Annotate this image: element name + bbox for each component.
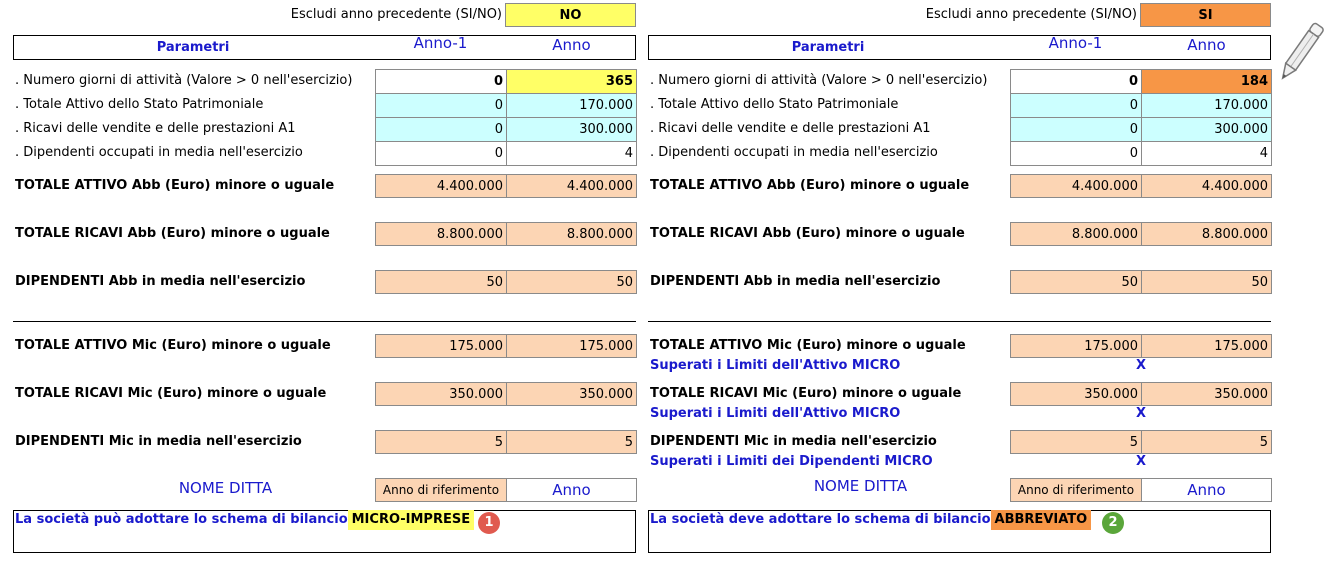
panel-right-result-value: ABBREVIATO — [991, 510, 1092, 530]
panel-left-param-prev-2[interactable]: 0 — [375, 117, 507, 142]
panel-right-param-prev-1[interactable]: 0 — [1010, 93, 1142, 118]
panel-left-mic-curr-2: 5 — [506, 430, 637, 454]
panel-right-mic-label-2: DIPENDENTI Mic in media nell'esercizio — [650, 434, 937, 449]
panel-right-param-label-2: . Ricavi delle vendite e delle prestazioni A1 — [650, 121, 931, 136]
panel-right-abb-label-0: TOTALE ATTIVO Abb (Euro) minore o uguale — [650, 178, 970, 193]
panel-right-abb-label-1: TOTALE RICAVI Abb (Euro) minore o uguale — [650, 226, 965, 241]
panel-right-mic-curr-2: 5 — [1141, 430, 1272, 454]
panel-left-param-curr-3[interactable]: 4 — [506, 141, 637, 166]
panel-right-mic-warning-2: Superati i Limiti dei Dipendenti MICRO — [650, 454, 933, 469]
panel-left-abb-label-1: TOTALE RICAVI Abb (Euro) minore o uguale — [15, 226, 330, 241]
panel-left-param-curr-2[interactable]: 300.000 — [506, 117, 637, 142]
panel-left-abb-label-0: TOTALE ATTIVO Abb (Euro) minore o uguale — [15, 178, 335, 193]
panel-right-company-name: NOME DITTA — [813, 477, 908, 495]
panel-left-exclude-label: Escludi anno precedente (SI/NO) — [290, 7, 502, 22]
panel-right-param-prev-3[interactable]: 0 — [1010, 141, 1142, 166]
panel-left-abb-curr-0: 4.400.000 — [506, 174, 637, 198]
panel-right-param-curr-2[interactable]: 300.000 — [1141, 117, 1272, 142]
panel-right-mic-prev-2: 5 — [1010, 430, 1142, 454]
panel-right-abb-curr-2: 50 — [1141, 270, 1272, 294]
panel-left-col-header-curr: Anno — [552, 36, 591, 54]
panel-left-params-title: Parametri — [156, 40, 230, 55]
panel-left-param-label-0: . Numero giorni di attività (Valore > 0 nell'esercizio) — [15, 73, 353, 88]
panel-left-exclude-toggle[interactable]: NO — [505, 3, 636, 27]
panel-right-exclude-label: Escludi anno precedente (SI/NO) — [925, 7, 1137, 22]
panel-left-step-badge: 1 — [478, 512, 500, 534]
panel-right-mic-label-0: TOTALE ATTIVO Mic (Euro) minore o uguale — [650, 338, 966, 353]
panel-right-divider — [648, 321, 1271, 322]
panel-left-result-text: La società può adottare lo schema di bilancio — [15, 512, 348, 527]
panel-left-ref-year-value[interactable]: Anno — [506, 478, 637, 502]
panel-right-abb-prev-2: 50 — [1010, 270, 1142, 294]
panel-left-mic-label-2: DIPENDENTI Mic in media nell'esercizio — [15, 434, 302, 449]
panel-right-abb-curr-1: 8.800.000 — [1141, 222, 1272, 246]
panel-left-mic-label-0: TOTALE ATTIVO Mic (Euro) minore o uguale — [15, 338, 331, 353]
panel-left-mic-curr-1: 350.000 — [506, 382, 637, 406]
panel-left-abb-prev-0: 4.400.000 — [375, 174, 507, 198]
panel-left-param-label-1: . Totale Attivo dello Stato Patrimoniale — [15, 97, 264, 112]
panel-right-col-header-curr: Anno — [1187, 36, 1226, 54]
panel-right-step-badge: 2 — [1102, 512, 1124, 534]
panel-left-mic-prev-0: 175.000 — [375, 334, 507, 358]
panel-right-param-label-1: . Totale Attivo dello Stato Patrimoniale — [650, 97, 899, 112]
pencil-icon[interactable] — [1278, 16, 1324, 88]
panel-left-param-curr-1[interactable]: 170.000 — [506, 93, 637, 118]
panel-right-mic-curr-1: 350.000 — [1141, 382, 1272, 406]
panel-right-mic-warning-mark-0: X — [1135, 358, 1147, 373]
panel-right-mic-warning-0: Superati i Limiti dell'Attivo MICRO — [650, 358, 901, 373]
panel-left-param-curr-0[interactable]: 365 — [506, 69, 637, 94]
panel-right-mic-prev-0: 175.000 — [1010, 334, 1142, 358]
panel-right-abb-label-2: DIPENDENTI Abb in media nell'esercizio — [650, 274, 941, 289]
panel-left-param-prev-1[interactable]: 0 — [375, 93, 507, 118]
panel-right-mic-warning-mark-2: X — [1135, 454, 1147, 469]
panel-right-mic-label-1: TOTALE RICAVI Mic (Euro) minore o uguale — [650, 386, 962, 401]
panel-left-col-header-prev: Anno-1 — [413, 34, 468, 52]
panel-right-result-text: La società deve adottare lo schema di bilancio — [650, 512, 991, 527]
panel-left-abb-curr-2: 50 — [506, 270, 637, 294]
panel-right-param-curr-0[interactable]: 184 — [1141, 69, 1272, 94]
panel-left-mic-prev-2: 5 — [375, 430, 507, 454]
panel-left-param-label-3: . Dipendenti occupati in media nell'esercizio — [15, 145, 303, 160]
panel-left-mic-prev-1: 350.000 — [375, 382, 507, 406]
panel-left-abb-prev-2: 50 — [375, 270, 507, 294]
panel-right-mic-warning-mark-1: X — [1135, 406, 1147, 421]
panel-left-param-prev-3[interactable]: 0 — [375, 141, 507, 166]
panel-left-param-prev-0[interactable]: 0 — [375, 69, 507, 94]
panel-right-abb-prev-1: 8.800.000 — [1010, 222, 1142, 246]
panel-right-abb-curr-0: 4.400.000 — [1141, 174, 1272, 198]
panel-right-abb-prev-0: 4.400.000 — [1010, 174, 1142, 198]
panel-left-abb-curr-1: 8.800.000 — [506, 222, 637, 246]
panel-right-param-prev-2[interactable]: 0 — [1010, 117, 1142, 142]
panel-left-mic-label-1: TOTALE RICAVI Mic (Euro) minore o uguale — [15, 386, 327, 401]
panel-left-abb-label-2: DIPENDENTI Abb in media nell'esercizio — [15, 274, 306, 289]
panel-right-mic-curr-0: 175.000 — [1141, 334, 1272, 358]
panel-right-mic-prev-1: 350.000 — [1010, 382, 1142, 406]
panel-right-mic-warning-1: Superati i Limiti dell'Attivo MICRO — [650, 406, 901, 421]
panel-left-result-value: MICRO-IMPRESE — [348, 510, 474, 530]
panel-right-param-label-0: . Numero giorni di attività (Valore > 0 nell'esercizio) — [650, 73, 988, 88]
panel-right-exclude-toggle[interactable]: SI — [1140, 3, 1271, 27]
panel-left-company-name: NOME DITTA — [178, 479, 273, 497]
panel-left-ref-year-label: Anno di riferimento — [375, 478, 507, 502]
panel-left-abb-prev-1: 8.800.000 — [375, 222, 507, 246]
panel-right-ref-year-label: Anno di riferimento — [1010, 478, 1142, 502]
panel-right-param-prev-0[interactable]: 0 — [1010, 69, 1142, 94]
panel-left-mic-curr-0: 175.000 — [506, 334, 637, 358]
panel-right-ref-year-value[interactable]: Anno — [1141, 478, 1272, 502]
panel-left-divider — [13, 321, 636, 322]
panel-right-param-curr-1[interactable]: 170.000 — [1141, 93, 1272, 118]
panel-right-col-header-prev: Anno-1 — [1048, 34, 1103, 52]
panel-right-param-label-3: . Dipendenti occupati in media nell'esercizio — [650, 145, 938, 160]
panel-right-param-curr-3[interactable]: 4 — [1141, 141, 1272, 166]
panel-right-params-title: Parametri — [791, 40, 865, 55]
panel-right-result-line — [650, 510, 1210, 530]
panel-left-param-label-2: . Ricavi delle vendite e delle prestazioni A1 — [15, 121, 296, 136]
